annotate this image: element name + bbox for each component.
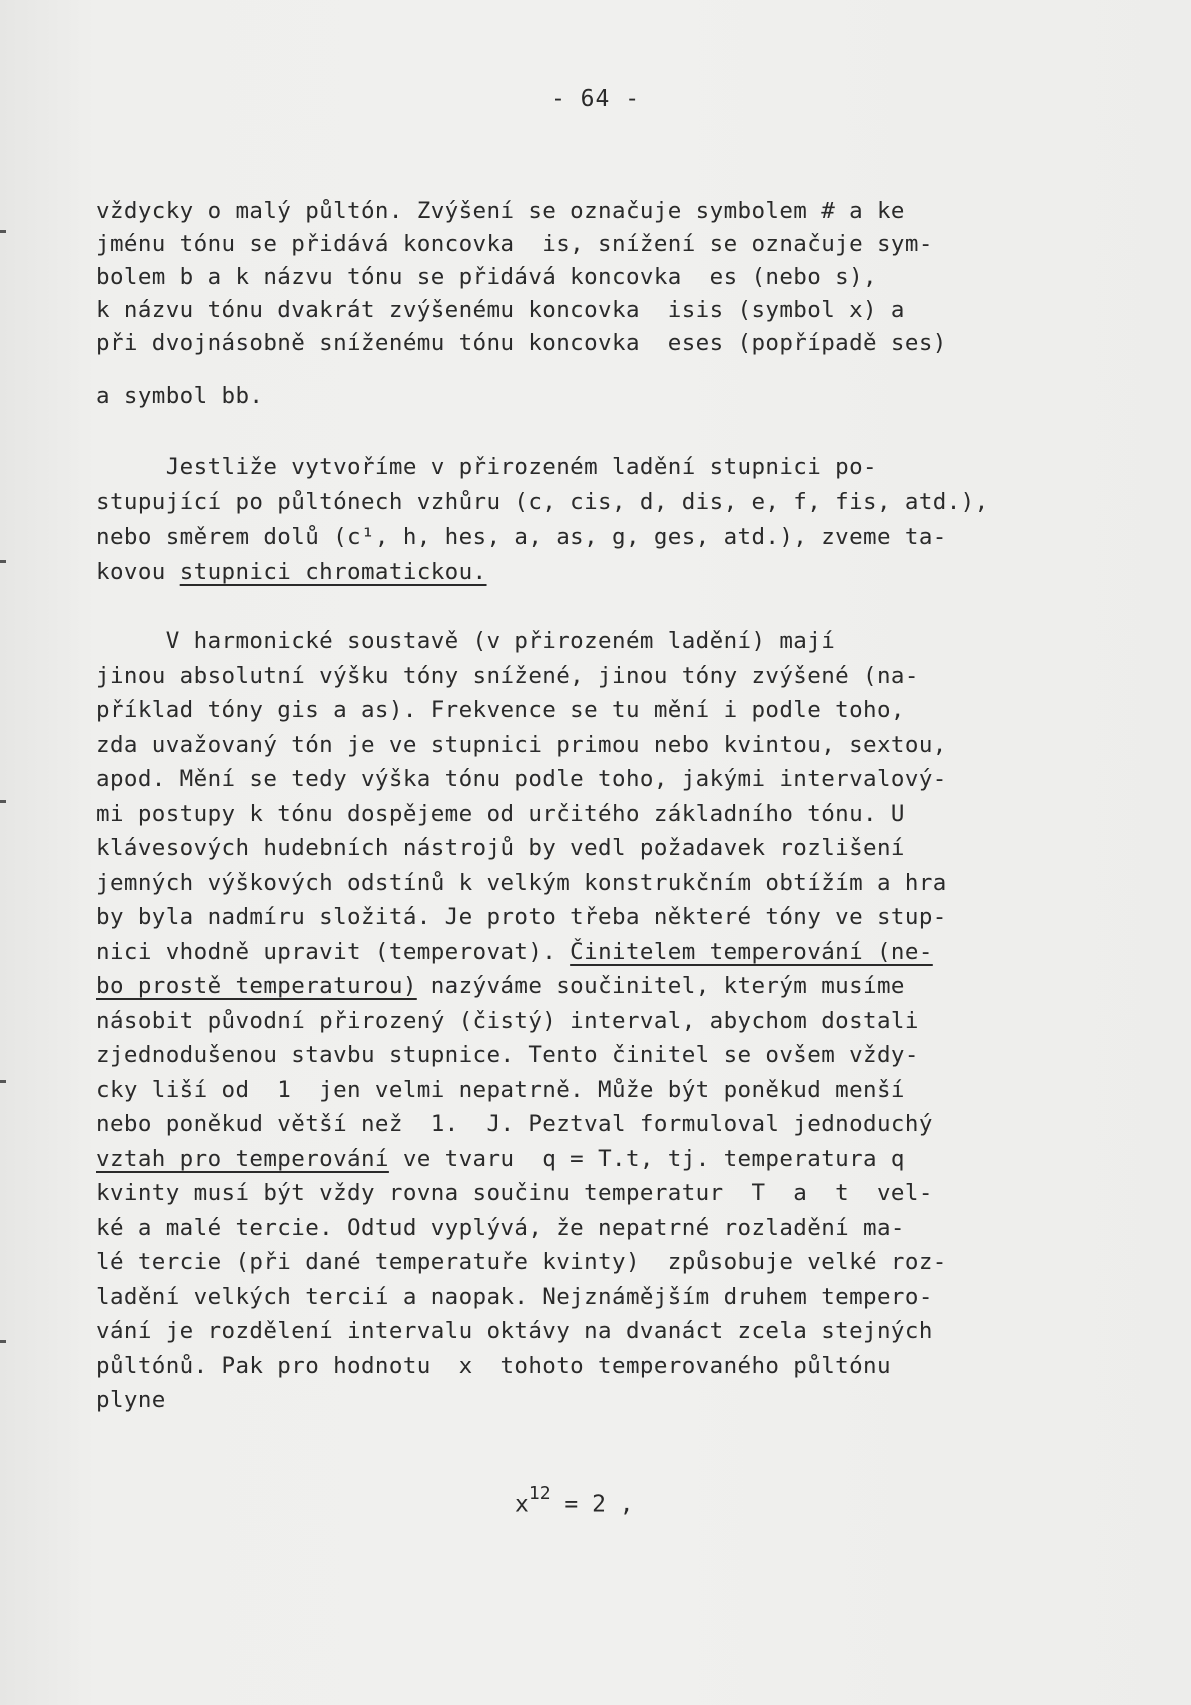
text-line: půltónů. Pak pro hodnotu x tohoto temperovaného půltónu <box>96 1352 891 1379</box>
text-line: Jestliže vytvoříme v přirozeném ladění stupnici po- <box>96 454 877 480</box>
text-line: by byla nadmíru složitá. Je proto třeba některé tóny ve stup- <box>96 904 947 930</box>
text-line: V harmonické soustavě (v přirozeném ladění) mají <box>96 628 836 654</box>
scan-mark <box>0 1340 6 1343</box>
text-line: nici vhodně upravit (temperovat). Činitelem temperování (ne- <box>96 938 933 965</box>
text-line: klávesových hudebních nástrojů by vedl požadavek rozlišení <box>96 835 905 861</box>
text-line: jménu tónu se přidává koncovka is, snížení se označuje sym- <box>96 231 933 257</box>
text-line: apod. Mění se tedy výška tónu podle toho, jakými intervalový- <box>96 766 947 792</box>
text-line: jinou absolutní výšku tóny snížené, jinou tóny zvýšené (na- <box>96 662 919 689</box>
text-line: kvinty musí být vždy rovna součinu temperatur T a t vel- <box>96 1180 933 1206</box>
scan-mark <box>0 800 6 803</box>
page-number: - 64 - <box>550 86 641 112</box>
text-line: vždycky o malý půltón. Zvýšení se označuje symbolem # a ke <box>96 198 905 224</box>
text-line: mi postupy k tónu dospějeme od určitého základního tónu. U <box>96 800 905 827</box>
text-line: jemných výškových odstínů k velkým konstrukčním obtížím a hra <box>96 869 947 896</box>
text-line: násobit původní přirozený (čistý) interval, abychom dostali <box>96 1007 919 1034</box>
term-temperament-factor: Činitelem temperování (ne- <box>570 938 933 965</box>
scan-mark <box>0 560 6 563</box>
term-temperament-relation: vztah pro temperování <box>96 1145 389 1172</box>
text-line: při dvojnásobně sníženému tónu koncovka eses (popřípadě ses) <box>96 330 947 356</box>
text-line: vání je rozdělení intervalu oktávy na dvanáct zcela stejných <box>96 1318 933 1344</box>
text-line: bo prostě temperaturou) nazýváme součinitel, kterým musíme <box>96 973 905 999</box>
text-line: k názvu tónu dvakrát zvýšenému koncovka isis (symbol x) a <box>96 297 905 323</box>
text-line: příklad tóny gis a as). Frekvence se tu mění i podle toho, <box>96 697 905 723</box>
text-line: kovou stupnici chromatickou. <box>96 559 487 585</box>
formula: $x^{12} = 2$ , <box>515 1483 634 1518</box>
text-line: lé tercie (při dané temperatuře kvinty) způsobuje velké roz- <box>96 1249 947 1275</box>
term-temperature: bo prostě temperaturou) <box>96 973 417 999</box>
scan-mark <box>0 230 6 233</box>
text-line: nebo směrem dolů (c¹, h, hes, a, as, g, ges, atd.), zveme ta- <box>96 524 947 550</box>
text-line: vztah pro temperování ve tvaru q = T.t, tj. temperatura q <box>96 1145 905 1172</box>
text-line: a symbol bb. <box>96 383 264 409</box>
term-chromatic-scale: stupnici chromatickou. <box>179 559 487 585</box>
text-line: zda uvažovaný tón je ve stupnici primou nebo kvintou, sextou, <box>96 731 947 758</box>
text-line: zjednodušenou stavbu stupnice. Tento činitel se ovšem vždy- <box>96 1042 919 1068</box>
text-line: nebo poněkud větší než 1. J. Peztval formuloval jednoduchý <box>96 1111 933 1137</box>
text-line: ké a malé tercie. Odtud vyplývá, že nepatrné rozladění ma- <box>96 1214 905 1241</box>
text-line: stupující po půltónech vzhůru (c, cis, d, dis, e, f, fis, atd.), <box>96 489 989 515</box>
text-line: ladění velkých tercií a naopak. Nejznámějším druhem tempero- <box>96 1283 933 1310</box>
text-line: plyne <box>96 1387 166 1413</box>
text-line: cky liší od 1 jen velmi nepatrně. Může být poněkud menší <box>96 1076 905 1103</box>
text-line: bolem b a k názvu tónu se přidává koncovka es (nebo s), <box>96 264 877 290</box>
scan-mark <box>0 1080 6 1083</box>
